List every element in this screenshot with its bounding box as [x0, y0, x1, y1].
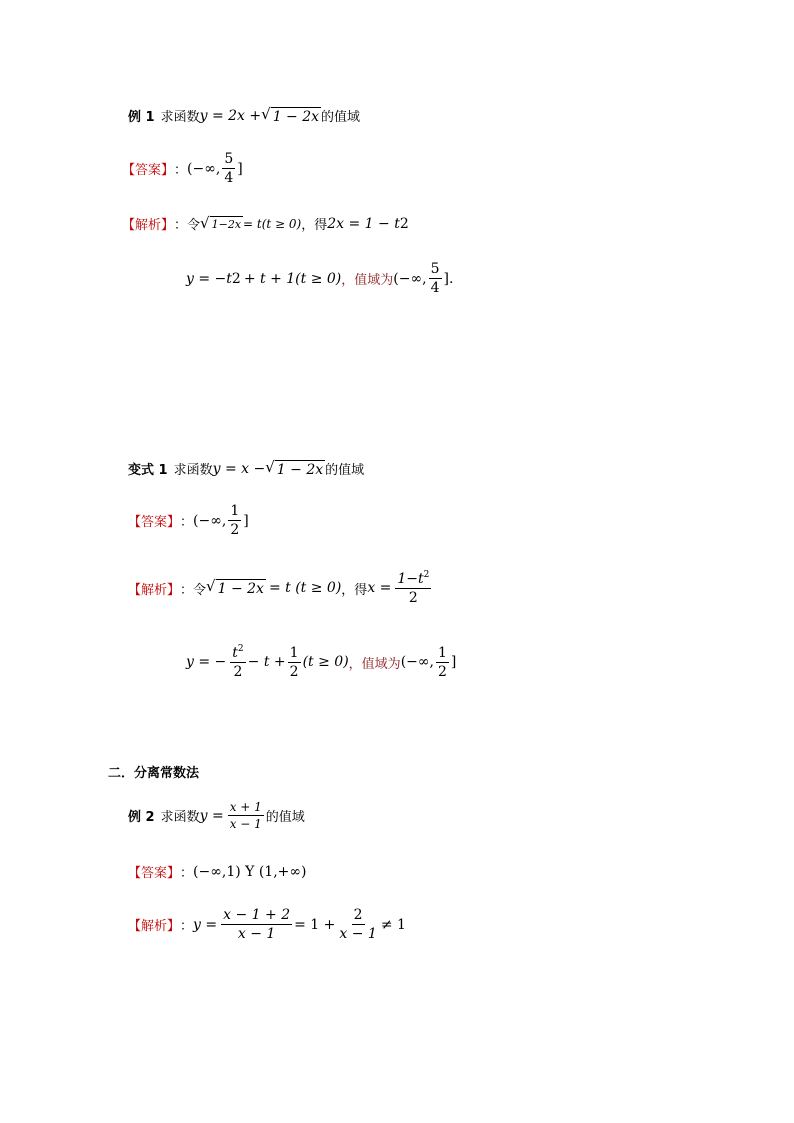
var1-line2-mid: − t +	[247, 654, 286, 670]
ex2-solution-y: y =	[193, 916, 218, 933]
var1-solution-x: x =	[367, 580, 392, 596]
ex1-solution-eq2: 2x = 1 − t	[327, 215, 400, 232]
ex1-label: 例 1	[128, 110, 155, 125]
var1-q-suffix: 的值域	[325, 463, 365, 478]
ex1-answer-open: (−∞,	[187, 160, 221, 177]
var1-solution-sqrt: √ 1 − 2x	[206, 577, 264, 597]
var1-solution-line2	[186, 645, 456, 679]
ex1-solution-eq-t: = t(t ≥ 0)	[243, 216, 302, 231]
var1-q-sqrt: √ 1 − 2x	[265, 457, 324, 478]
section2-title: 二．分离常数法	[108, 766, 200, 781]
section2-heading	[108, 762, 199, 781]
ex2-question	[128, 801, 305, 830]
var1-line2-close: ]	[450, 654, 457, 670]
ex1-solution-line2	[186, 262, 453, 295]
ex2-solution	[128, 908, 406, 941]
var1-question	[128, 459, 364, 478]
ex2-solution-tag: 【解析】	[128, 919, 181, 934]
ex1-answer-close: ]	[237, 160, 243, 177]
ex2-q-frac: $\frac{x + 1}{x - 1}$	[229, 800, 262, 831]
ex1-line2-a: y = −t	[186, 270, 232, 287]
ex1-answer-frac: $\frac{5}{4}$	[224, 151, 234, 186]
ex1-solution-tag: 【解析】	[122, 218, 175, 233]
ex1-line2-text: ，值域为	[341, 273, 394, 288]
ex1-line2-frac: $\frac{5}{4}$	[430, 261, 440, 296]
ex1-solution-sq: 2	[399, 215, 409, 232]
var1-solution	[128, 571, 433, 605]
var1-answer-tag: 【答案】	[128, 515, 181, 530]
var1-line2-text: ，值域为	[348, 656, 401, 672]
ex2-solution-end: ≠ 1	[380, 916, 406, 933]
ex1-question	[128, 106, 360, 125]
ex1-q-math: y = 2x +	[199, 107, 262, 124]
ex2-q-prefix: 求函数	[160, 810, 200, 825]
ex1-line2-b: + t + 1(t ≥ 0)	[243, 270, 342, 287]
var1-label: 变式 1	[128, 463, 168, 478]
var1-solution-eq-t: = t (t ≥ 0)	[268, 580, 342, 596]
var1-answer-frac: $\frac{1}{2}$	[230, 503, 240, 538]
var1-solution-comma: ，得	[341, 582, 368, 598]
var1-q-math: y = x −	[212, 460, 266, 477]
ex2-q-suffix: 的值域	[265, 810, 305, 825]
var1-q-prefix: 求函数	[173, 463, 213, 478]
ex1-solution-colon: ：	[174, 218, 188, 233]
ex1-answer-colon: ：	[174, 163, 188, 178]
ex1-answer	[122, 152, 243, 185]
ex2-solution-frac1: $\frac{x - 1 + 2}{x - 1}$	[223, 907, 291, 942]
var1-solution-tag: 【解析】	[128, 582, 181, 598]
var1-answer-close: ]	[243, 512, 249, 529]
ex1-line2-sq: 2	[231, 270, 241, 287]
ex2-answer	[128, 862, 307, 881]
ex1-line2-close: ].	[443, 270, 454, 287]
ex1-q-prefix: 求函数	[160, 110, 200, 125]
ex1-q-suffix: 的值域	[321, 110, 361, 125]
ex2-solution-mid: = 1 +	[294, 916, 336, 933]
ex2-answer-colon: ：	[180, 866, 194, 881]
var1-line2-frac1: $\frac{t^2}{2}$	[232, 644, 244, 680]
var1-line2-frac3: $\frac{1}{2}$	[438, 644, 447, 680]
ex2-solution-frac2: $\frac{2}{x - 1}$	[339, 907, 377, 942]
var1-answer	[128, 504, 249, 537]
var1-line2-open: (−∞,	[400, 654, 434, 670]
ex2-label: 例 2	[128, 810, 155, 825]
ex2-answer-tag: 【答案】	[128, 866, 181, 881]
ex1-solution-sqrt: √ 1−2x	[200, 214, 242, 232]
ex1-q-sqrt: √ 1 − 2x	[261, 104, 320, 125]
ex1-solution	[122, 214, 409, 233]
ex2-q-y: y =	[199, 807, 224, 824]
var1-line2-y: y = −	[186, 654, 227, 670]
var1-solution-frac: $\frac{1-t^2}{2}$	[397, 570, 430, 606]
ex1-solution-comma: ，得	[301, 218, 328, 233]
ex1-answer-tag: 【答案】	[122, 163, 175, 178]
var1-answer-colon: ：	[180, 515, 194, 530]
ex1-line2-open: (−∞,	[393, 270, 427, 287]
var1-answer-open: (−∞,	[193, 512, 227, 529]
var1-line2-cond: (t ≥ 0)	[302, 654, 349, 670]
var1-solution-let: ：令	[180, 582, 207, 598]
ex2-answer-math: (−∞,1) Y (1,+∞)	[193, 863, 307, 880]
ex1-solution-let: 令	[187, 218, 201, 233]
var1-line2-frac2: $\frac{1}{2}$	[289, 644, 299, 680]
ex2-solution-colon: ：	[180, 919, 194, 934]
